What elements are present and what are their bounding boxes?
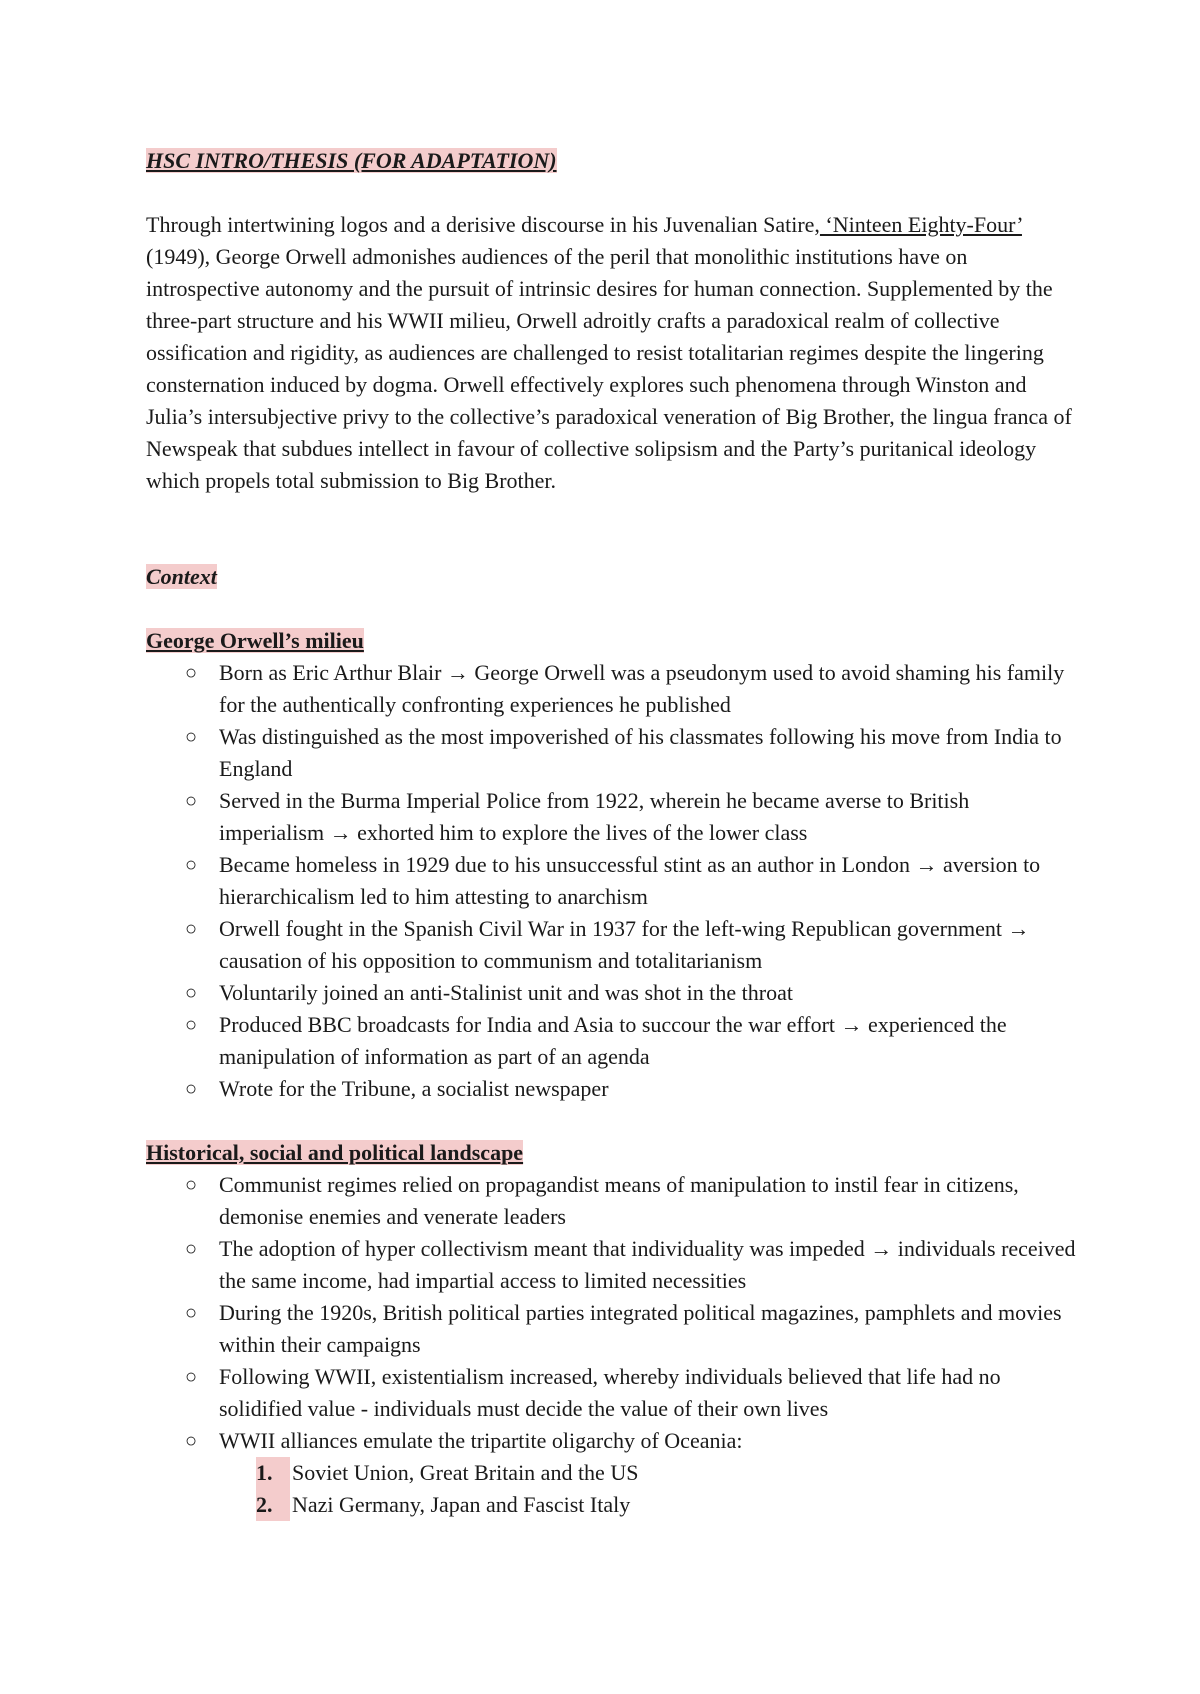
list-item: ○ Orwell fought in the Spanish Civil War in 1937 for the left-wing Republican government → causation of his opposition to communism and totalitarianism: [146, 913, 1076, 977]
main-heading: HSC INTRO/THESIS (FOR ADAPTATION): [146, 148, 557, 173]
bullet-icon: ○: [185, 1430, 198, 1452]
list-item: ○ Voluntarily joined an anti-Stalinist unit and was shot in the throat: [146, 977, 1076, 1009]
bullet-icon: ○: [185, 1366, 198, 1388]
list-item: ○ Communist regimes relied on propagandist means of manipulation to instil fear in citizens, demonise enemies and venerate leaders: [146, 1169, 1076, 1233]
document-page: [146, 145, 1076, 1521]
novel-title: ‘Ninteen Eighty-Four’: [819, 212, 1022, 237]
list-item: ○ Was distinguished as the most impoverished of his classmates following his move from India to England: [146, 721, 1076, 785]
thesis-intro: Through intertwining logos and a derisive discourse in his Juvenalian Satire,: [146, 212, 820, 237]
list-item: ○ Served in the Burma Imperial Police from 1922, wherein he became averse to British imperialism → exhorted him to explore the lives of the lower class: [146, 785, 1076, 849]
list-item: ○ Following WWII, existentialism increased, whereby individuals believed that life had no solidified value - individuals must decide the value of their own lives: [146, 1361, 1076, 1425]
bullet-icon: ○: [185, 854, 198, 876]
list-item: ○ Wrote for the Tribune, a socialist newspaper: [146, 1073, 1076, 1105]
alliances-list: [146, 1457, 1076, 1521]
bullet-icon: ○: [185, 1014, 198, 1036]
bullet-icon: ○: [185, 1174, 198, 1196]
numbered-item: 1. Soviet Union, Great Britain and the US: [146, 1457, 1076, 1489]
list-item: ○ Produced BBC broadcasts for India and Asia to succour the war effort → experienced the manipulation of information as part of an agenda: [146, 1009, 1076, 1073]
list-item: ○ During the 1920s, British political parties integrated political magazines, pamphlets and movies within their campaigns: [146, 1297, 1076, 1361]
thesis-paragraph: [146, 209, 1076, 497]
list-item: ○ Became homeless in 1929 due to his unsuccessful stint as an author in London → aversion to hierarchicalism led to him attesting to anarchism: [146, 849, 1076, 913]
milieu-list: [146, 657, 1076, 1105]
context-heading: Context: [146, 564, 217, 589]
bullet-icon: ○: [185, 982, 198, 1004]
item-number: 1.: [256, 1457, 290, 1489]
bullet-icon: ○: [185, 1302, 198, 1324]
list-item: ○ WWII alliances emulate the tripartite oligarchy of Oceania:: [146, 1425, 1076, 1457]
landscape-heading: Historical, social and political landscape: [146, 1140, 524, 1165]
bullet-icon: ○: [185, 662, 198, 684]
thesis-body: (1949), George Orwell admonishes audiences of the peril that monolithic institutions have on introspective autonomy and the pursuit of intrinsic desires for human connection. Supplemented by the three-part structure and his WWII milieu, Orwell adroitly crafts a paradoxical realm of collective ossification and rigidity, as audiences are challenged to resist totalitarian regimes despite the lingering consternation induced by dogma. Orwell effectively explores such phenomena through Winston and Julia’s intersubjective privy to the collective’s paradoxical veneration of Big Brother, the lingua franca of Newspeak that subdues intellect in favour of collective solipsism and the Party’s puritanical ideology which propels total submission to Big Brother.: [146, 244, 1072, 493]
landscape-list: [146, 1169, 1076, 1457]
list-item: ○ The adoption of hyper collectivism meant that individuality was impeded → individuals received the same income, had impartial access to limited necessities: [146, 1233, 1076, 1297]
bullet-icon: ○: [185, 1238, 198, 1260]
list-item: ○ Born as Eric Arthur Blair → George Orwell was a pseudonym used to avoid shaming his family for the authentically confronting experiences he published: [146, 657, 1076, 721]
milieu-heading: George Orwell’s milieu: [146, 628, 364, 653]
item-number: 2.: [256, 1489, 290, 1521]
bullet-icon: ○: [185, 918, 198, 940]
numbered-item: 2. Nazi Germany, Japan and Fascist Italy: [146, 1489, 1076, 1521]
bullet-icon: ○: [185, 1078, 198, 1100]
bullet-icon: ○: [185, 790, 198, 812]
bullet-icon: ○: [185, 726, 198, 748]
